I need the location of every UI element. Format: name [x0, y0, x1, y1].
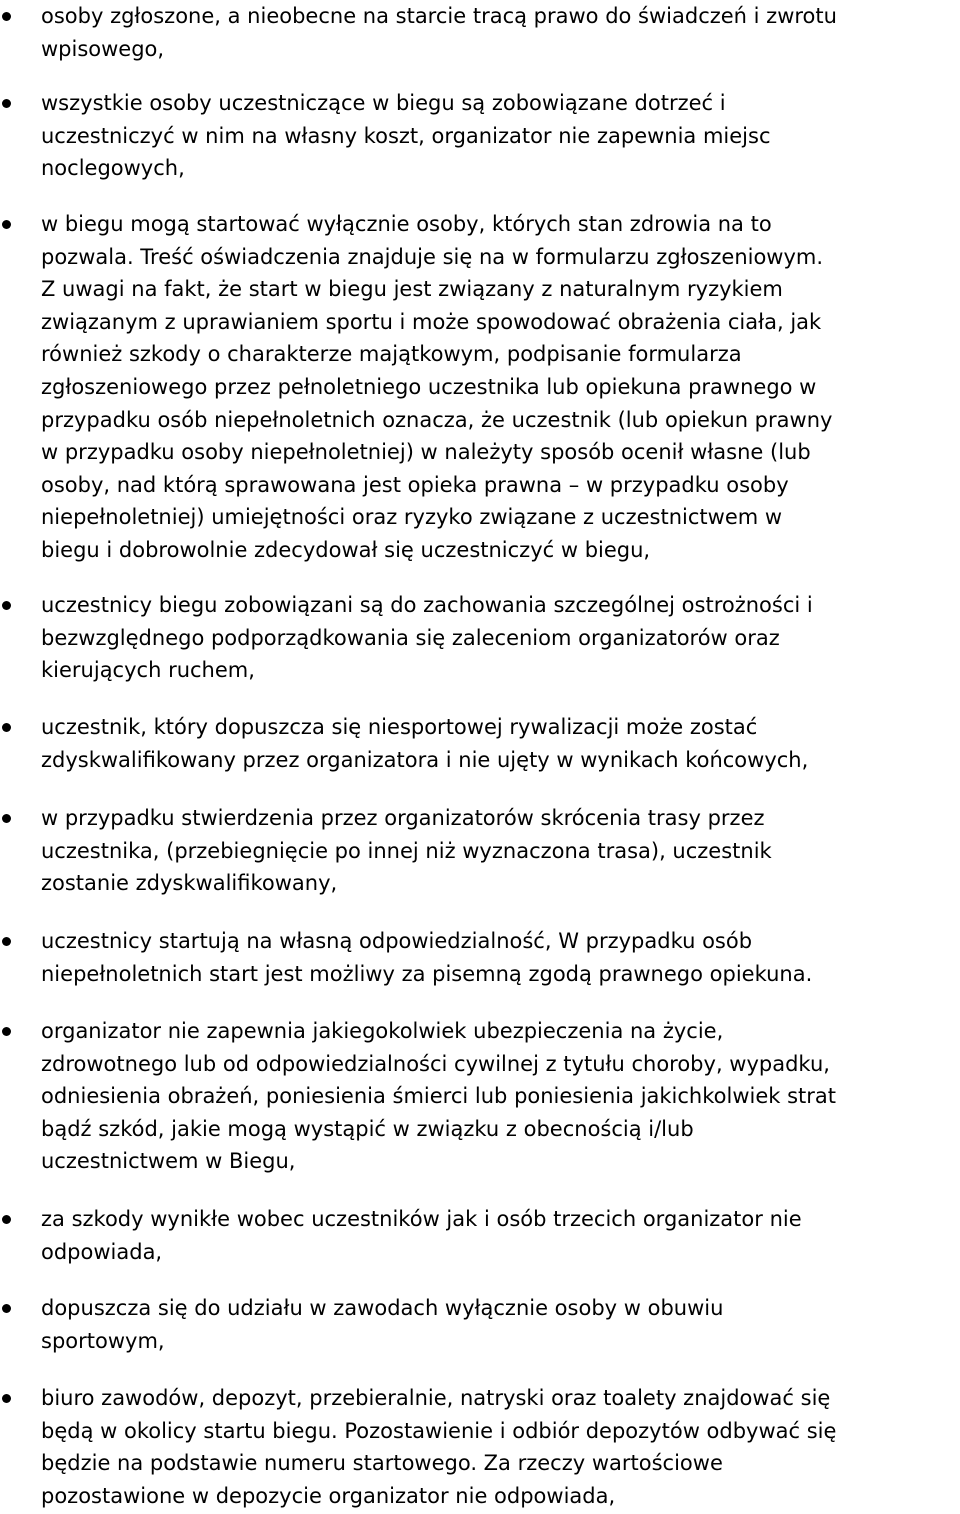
list-item-text — [41, 0, 960, 65]
bullet-icon — [2, 723, 11, 732]
text-line: zdrowotnego lub od odpowiedzialności cywilnej z tytułu choroby, wypadku, — [41, 1051, 830, 1076]
text-line: będzie na podstawie numeru startowego. Za rzeczy wartościowe — [41, 1451, 723, 1476]
text-line: osoby zgłoszone, a nieobecne na starcie tracą prawo do świadczeń i zwrotu — [41, 4, 837, 28]
text-line: niepełnoletnich start jest możliwy za pisemną zgodą prawnego opiekuna. — [41, 961, 813, 986]
list-item-text — [41, 208, 960, 567]
text-line: wszystkie osoby uczestniczące w biegu są zobowiązane dotrzeć i — [41, 91, 726, 115]
text-line: bezwzględnego podporządkowania się zaleceniom organizatorów oraz — [41, 625, 780, 650]
text-line: w przypadku stwierdzenia przez organizatorów skrócenia trasy przez — [41, 806, 765, 830]
text-line: uczestniczyć w nim na własny koszt, organizator nie zapewnia miejsc — [41, 123, 771, 148]
text-line: przypadku osób niepełnoletnich oznacza, że uczestnik (lub opiekun prawny — [41, 407, 833, 432]
list-item-text — [41, 1292, 960, 1357]
bullet-icon — [2, 1027, 11, 1036]
text-line: również szkody o charakterze majątkowym, podpisanie formularza — [41, 342, 742, 367]
text-line: biegu i dobrowolnie zdecydował się uczestniczyć w biegu, — [41, 537, 651, 562]
list-item-text — [41, 1015, 960, 1178]
list-item-text — [41, 589, 960, 687]
list-item-text — [41, 711, 960, 776]
text-line: uczestnika, (przebiegnięcie po innej niż wyznaczona trasa), uczestnik — [41, 838, 772, 863]
text-line: niepełnoletniej) umiejętności oraz ryzyko związane z uczestnictwem w — [41, 505, 783, 530]
text-line: sportowym, — [41, 1328, 165, 1353]
text-line: w przypadku osoby niepełnoletniej) w należyty sposób ocenił własne (lub — [41, 440, 811, 465]
list-item-text — [41, 925, 960, 990]
text-line: uczestnicy startują na własną odpowiedzialność, W przypadku osób — [41, 929, 753, 953]
text-line: będą w okolicy startu biegu. Pozostawienie i odbiór depozytów odbywać się — [41, 1418, 837, 1443]
bullet-icon — [2, 1304, 11, 1313]
text-line: wpisowego, — [41, 36, 165, 61]
list-item-text — [41, 87, 960, 185]
text-line: związanym z uprawianiem sportu i może spowodować obrażenia ciała, jak — [41, 309, 822, 334]
text-line: odniesienia obrażeń, poniesienia śmierci lub poniesienia jakichkolwiek strat — [41, 1084, 837, 1109]
text-line: zdyskwalifikowany przez organizatora i nie ujęty w wynikach końcowych, — [41, 747, 809, 772]
list-item-text — [41, 802, 960, 900]
bullet-icon — [2, 937, 11, 946]
text-line: osoby, nad którą sprawowana jest opieka prawna – w przypadku osoby — [41, 472, 789, 497]
text-line: biuro zawodów, depozyt, przebieralnie, natryski oraz toalety znajdować się — [41, 1386, 831, 1410]
bullet-icon — [2, 601, 11, 610]
bullet-icon — [2, 12, 11, 21]
text-line: bądź szkód, jakie mogą wystąpić w związku z obecnością i/lub — [41, 1116, 694, 1141]
text-line: pozwala. Treść oświadczenia znajduje się na w formularzu zgłoszeniowym. — [41, 244, 824, 269]
bullet-icon — [2, 99, 11, 108]
list-item-text — [41, 1203, 960, 1268]
text-line: Z uwagi na fakt, że start w biegu jest związany z naturalnym ryzykiem — [41, 277, 783, 302]
text-line: uczestnik, który dopuszcza się niesportowej rywalizacji może zostać — [41, 715, 758, 739]
text-line: uczestnictwem w Biegu, — [41, 1149, 296, 1174]
list-item-text — [41, 1382, 960, 1512]
bullet-icon — [2, 814, 11, 823]
text-line: za szkody wynikłe wobec uczestników jak i osób trzecich organizator nie — [41, 1207, 802, 1231]
text-line: zostanie zdyskwalifikowany, — [41, 871, 338, 896]
text-line: uczestnicy biegu zobowiązani są do zachowania szczególnej ostrożności i — [41, 593, 813, 617]
text-line: pozostawione w depozycie organizator nie odpowiada, — [41, 1483, 616, 1508]
bullet-icon — [2, 1394, 11, 1403]
text-line: zgłoszeniowego przez pełnoletniego uczestnika lub opiekuna prawnego w — [41, 374, 817, 399]
bullet-icon — [2, 1215, 11, 1224]
text-line: dopuszcza się do udziału w zawodach wyłącznie osoby w obuwiu — [41, 1296, 724, 1320]
text-line: noclegowych, — [41, 156, 185, 181]
text-line: organizator nie zapewnia jakiegokolwiek ubezpieczenia na życie, — [41, 1019, 724, 1043]
bullet-icon — [2, 220, 11, 229]
text-line: w biegu mogą startować wyłącznie osoby, których stan zdrowia na to — [41, 212, 772, 236]
text-line: kierujących ruchem, — [41, 658, 255, 683]
text-line: odpowiada, — [41, 1239, 163, 1264]
